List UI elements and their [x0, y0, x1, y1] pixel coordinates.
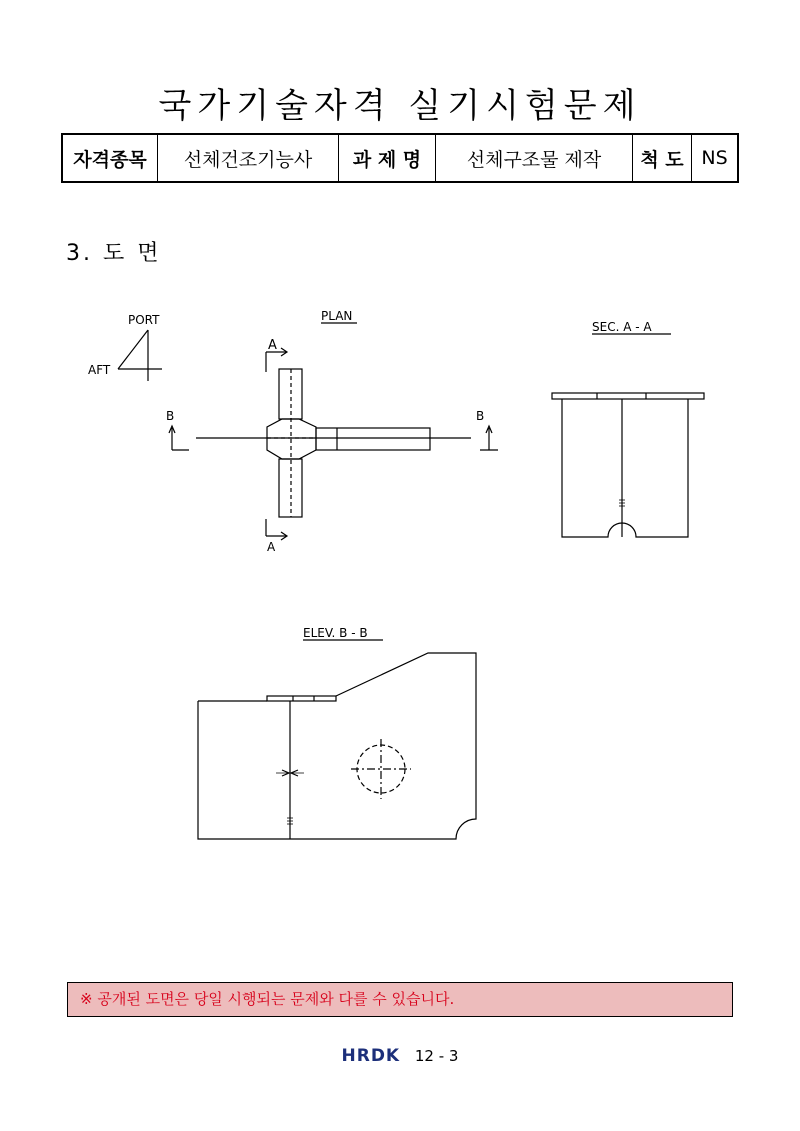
- scale-label: 척 도: [633, 134, 692, 182]
- plan-view: [166, 309, 498, 554]
- plan-section-a-bottom: A: [267, 540, 276, 554]
- hrdk-logo: HRDK: [341, 1046, 401, 1066]
- aft-label: AFT: [88, 363, 111, 377]
- scale-value: NS: [692, 134, 739, 182]
- qualification-label: 자격종목: [62, 134, 158, 182]
- plan-title: PLAN: [321, 309, 353, 323]
- qualification-value: 선체건조기능사: [158, 134, 339, 182]
- page-footer: [0, 1046, 800, 1066]
- section-aa-view: [552, 320, 704, 537]
- plan-section-a-top: A: [268, 338, 277, 353]
- elevation-bb-view: [198, 626, 476, 839]
- page-number: 12 - 3: [414, 1047, 459, 1065]
- port-label: PORT: [128, 313, 160, 327]
- task-label: 과 제 명: [339, 134, 436, 182]
- plan-section-b-left: B: [166, 409, 175, 423]
- orientation-symbol: [88, 313, 162, 381]
- notice-banner: ※ 공개된 도면은 당일 시행되는 문제와 다를 수 있습니다.: [67, 982, 733, 1017]
- elevation-title: ELEV. B - B: [303, 626, 368, 640]
- task-value: 선체구조물 제작: [436, 134, 633, 182]
- page-title: 국가기술자격 실기시험문제: [158, 86, 642, 126]
- section-aa-title: SEC. A - A: [592, 320, 652, 334]
- section-heading: 3. 도 면: [66, 241, 162, 266]
- plan-section-b-right: B: [476, 409, 485, 423]
